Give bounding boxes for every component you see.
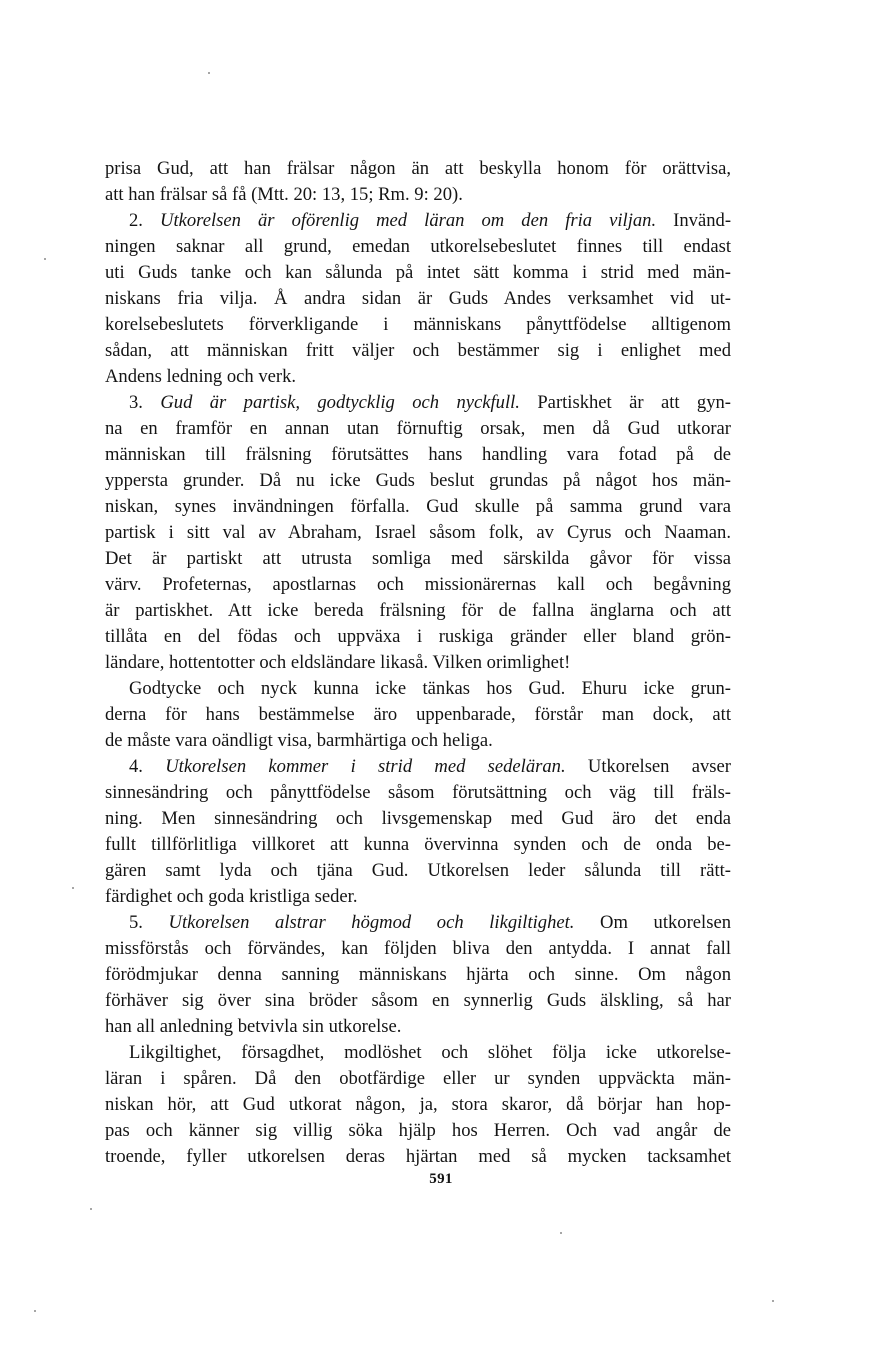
text-line xyxy=(105,806,731,832)
italic-heading: Utkorelsen kommer i strid med sedeläran. xyxy=(165,756,566,777)
text-line xyxy=(105,1014,731,1040)
text-line xyxy=(105,338,731,364)
text-line xyxy=(105,1040,731,1066)
text-line xyxy=(105,910,731,936)
text-line xyxy=(105,1144,731,1170)
text-segment: Godtycke och nyck kunna icke tänkas hos Gud. Ehuru icke grun- xyxy=(129,678,731,699)
text-line xyxy=(105,286,731,312)
text-segment: läran i spåren. Då den obotfärdige eller ur synden uppväckta män- xyxy=(105,1068,731,1089)
text-line xyxy=(105,624,731,650)
text-segment: är partiskhet. Att icke bereda frälsning för de fallna änglarna och att xyxy=(105,600,731,621)
text-segment: partisk i sitt val av Abraham, Israel såsom folk, av Cyrus och Naaman. xyxy=(105,522,731,543)
text-segment: de måste vara oändligt visa, barmhärtiga och heliga. xyxy=(105,730,493,751)
text-line xyxy=(105,364,731,390)
text-line xyxy=(105,156,731,182)
italic-heading: Utkorelsen är oförenlig med läran om den fria viljan. xyxy=(160,210,657,231)
text-segment: fullt tillförlitliga villkoret att kunna övervinna synden och de onda be- xyxy=(105,834,731,855)
text-segment: 4. xyxy=(129,756,166,777)
scan-speck xyxy=(72,887,74,889)
text-segment: Om utkorelsen xyxy=(574,912,731,933)
text-line xyxy=(105,468,731,494)
text-segment: sinnesändring och pånyttfödelse såsom förutsättning och väg till fräls- xyxy=(105,782,731,803)
text-line xyxy=(105,884,731,910)
text-line xyxy=(105,182,731,208)
text-segment: uti Guds tanke och kan sålunda på intet sätt komma i strid med män- xyxy=(105,262,731,283)
text-line xyxy=(105,988,731,1014)
italic-heading: Gud är partisk, godtycklig och nyckfull. xyxy=(160,392,520,413)
text-segment: 3. xyxy=(129,392,161,413)
text-line xyxy=(105,208,731,234)
text-segment: na en framför en annan utan förnuftig orsak, men då Gud utkorar xyxy=(105,418,731,439)
text-segment: Partiskhet är att gyn- xyxy=(519,392,731,413)
text-segment: niskan hör, att Gud utkorat någon, ja, stora skaror, då börjar han hop- xyxy=(105,1094,731,1115)
text-line xyxy=(105,728,731,754)
text-segment: Andens ledning och verk. xyxy=(105,366,297,387)
text-segment: 5. xyxy=(129,912,169,933)
text-segment: prisa Gud, att han frälsar någon än att beskylla honom för orättvisa, xyxy=(105,158,731,179)
text-line xyxy=(105,702,731,728)
text-line xyxy=(105,572,731,598)
text-line xyxy=(105,780,731,806)
text-line xyxy=(105,650,731,676)
scan-speck xyxy=(34,1310,36,1312)
text-line xyxy=(105,416,731,442)
text-segment: ländare, hottentotter och eldsländare likaså. Vilken orimlighet! xyxy=(105,652,571,673)
text-line xyxy=(105,442,731,468)
text-line xyxy=(105,1066,731,1092)
text-segment: pas och känner sig villig söka hjälp hos Herren. Och vad angår de xyxy=(105,1120,731,1141)
body-text xyxy=(105,156,731,1170)
text-segment: niskan, synes invändningen förfalla. Gud skulle på samma grund vara xyxy=(105,496,731,517)
text-segment: han all anledning betvivla sin utkorelse. xyxy=(105,1016,402,1037)
text-line xyxy=(105,832,731,858)
scan-speck xyxy=(772,1300,774,1302)
scan-speck xyxy=(90,1208,92,1210)
text-line xyxy=(105,1092,731,1118)
text-line xyxy=(105,390,731,416)
text-line xyxy=(105,962,731,988)
text-line xyxy=(105,260,731,286)
text-segment: yppersta grunder. Då nu icke Guds beslut grundas på något hos män- xyxy=(105,470,731,491)
text-segment: värv. Profeternas, apostlarnas och missionärernas kall och begåvning xyxy=(105,574,731,595)
text-line xyxy=(105,494,731,520)
text-segment: sådan, att människan fritt väljer och bestämmer sig i enlighet med xyxy=(105,340,731,361)
text-segment: förhäver sig över sina bröder såsom en synnerlig Guds älskling, så har xyxy=(105,990,731,1011)
text-segment: människan till frälsning förutsättes hans handling vara fotad på de xyxy=(105,444,731,465)
text-line xyxy=(105,520,731,546)
text-segment: Utkorelsen avser xyxy=(565,756,731,777)
text-segment: ningen saknar all grund, emedan utkorelsebeslutet finnes till endast xyxy=(105,236,731,257)
text-line xyxy=(105,1118,731,1144)
text-line xyxy=(105,598,731,624)
text-line xyxy=(105,858,731,884)
text-segment: niskans fria vilja. Å andra sidan är Guds Andes verksamhet vid ut- xyxy=(105,288,731,309)
text-segment: tillåta en del födas och uppväxa i ruskiga gränder eller bland grön- xyxy=(105,626,731,647)
text-segment: 2. xyxy=(129,210,161,231)
text-segment: troende, fyller utkorelsen deras hjärtan med så mycken tacksamhet xyxy=(105,1146,731,1167)
text-segment: att han frälsar så få (Mtt. 20: 13, 15; Rm. 9: 20). xyxy=(105,184,463,205)
text-line xyxy=(105,546,731,572)
text-segment: Likgiltighet, försagdhet, modlöshet och slöhet följa icke utkorelse- xyxy=(129,1042,731,1063)
scan-speck xyxy=(44,258,46,260)
text-segment: Invänd- xyxy=(656,210,732,231)
text-segment: färdighet och goda kristliga seder. xyxy=(105,886,358,907)
scan-speck xyxy=(208,72,210,74)
text-segment: Det är partiskt att utrusta somliga med särskilda gåvor för vissa xyxy=(105,548,731,569)
text-segment: förödmjukar denna sanning människans hjärta och sinne. Om någon xyxy=(105,964,731,985)
text-segment: ning. Men sinnesändring och livsgemenskap med Gud äro det enda xyxy=(105,808,731,829)
text-line xyxy=(105,676,731,702)
text-line xyxy=(105,754,731,780)
text-line xyxy=(105,312,731,338)
text-line xyxy=(105,234,731,260)
page-number: 591 xyxy=(429,1171,453,1187)
text-segment: korelsebeslutets förverkligande i människans pånyttfödelse alltigenom xyxy=(105,314,731,335)
text-segment: gären samt lyda och tjäna Gud. Utkorelsen leder sålunda till rätt- xyxy=(105,860,731,881)
text-line xyxy=(105,936,731,962)
text-segment: derna för hans bestämmelse äro uppenbarade, förstår man dock, att xyxy=(105,704,731,725)
text-segment: missförstås och förvändes, kan följden bliva den antydda. I annat fall xyxy=(105,938,731,959)
scan-speck xyxy=(560,1232,562,1234)
italic-heading: Utkorelsen alstrar högmod och likgiltighet. xyxy=(168,912,575,933)
